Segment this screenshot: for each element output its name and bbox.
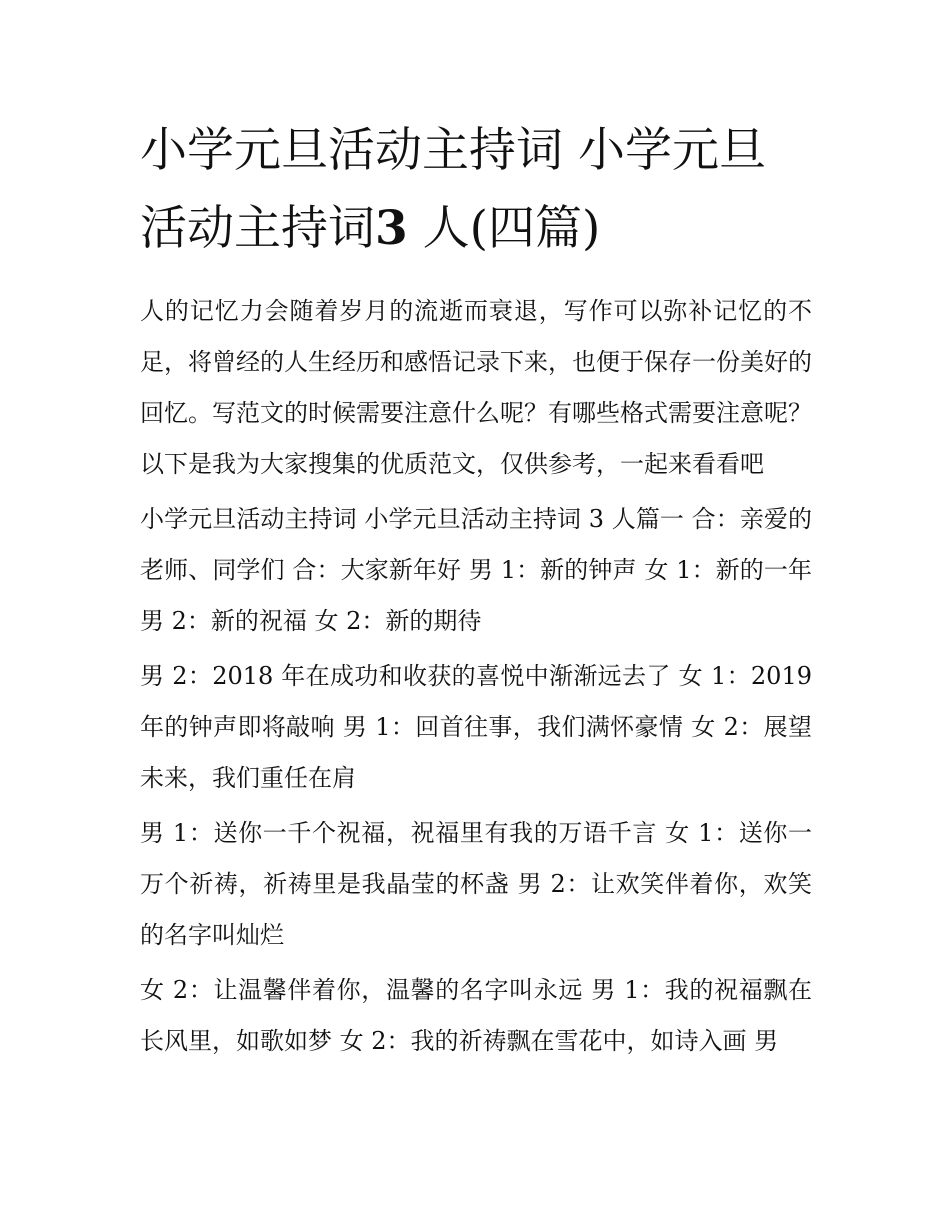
body-paragraph-1: 小学元旦活动主持词 小学元旦活动主持词 3 人篇一 合：亲爱的老师、同学们 合：大家新年好 男 1：新的钟声 女 1：新的一年 男 2：新的祝福 女 2：新的期待 [140, 505, 812, 635]
body-paragraph-4: 女 2：让温馨伴着你，温馨的名字叫永远 男 1：我的祝福飘在长风里，如歌如梦 女 2：我的祈祷飘在雪花中，如诗入画 男 [140, 976, 812, 1055]
title-suffix: 人(四篇) [407, 201, 601, 256]
title-text: 小学元旦活动主持词 小学元旦活动主持词 [140, 123, 766, 256]
intro-paragraph: 人的记忆力会随着岁月的流逝而衰退，写作可以弥补记忆的不足，将曾经的人生经历和感悟记录下来，也便于保存一份美好的回忆。写范文的时候需要注意什么呢？有哪些格式需要注意呢？以下是我为大家搜集的优质范文，仅供参考，一起来看看吧 [140, 297, 812, 478]
document-page [140, 112, 812, 1067]
document-title [140, 112, 812, 268]
title-number: 3 [375, 201, 408, 256]
body-paragraph-2: 男 2：2018 年在成功和收获的喜悦中渐渐远去了 女 1：2019 年的钟声即将敲响 男 1：回首往事，我们满怀豪情 女 2：展望未来，我们重任在肩 [140, 662, 812, 792]
body-paragraph-3: 男 1：送你一千个祝福，祝福里有我的万语千言 女 1：送你一万个祈祷，祈祷里是我晶莹的杯盏 男 2：让欢笑伴着你，欢笑的名字叫灿烂 [140, 819, 812, 949]
